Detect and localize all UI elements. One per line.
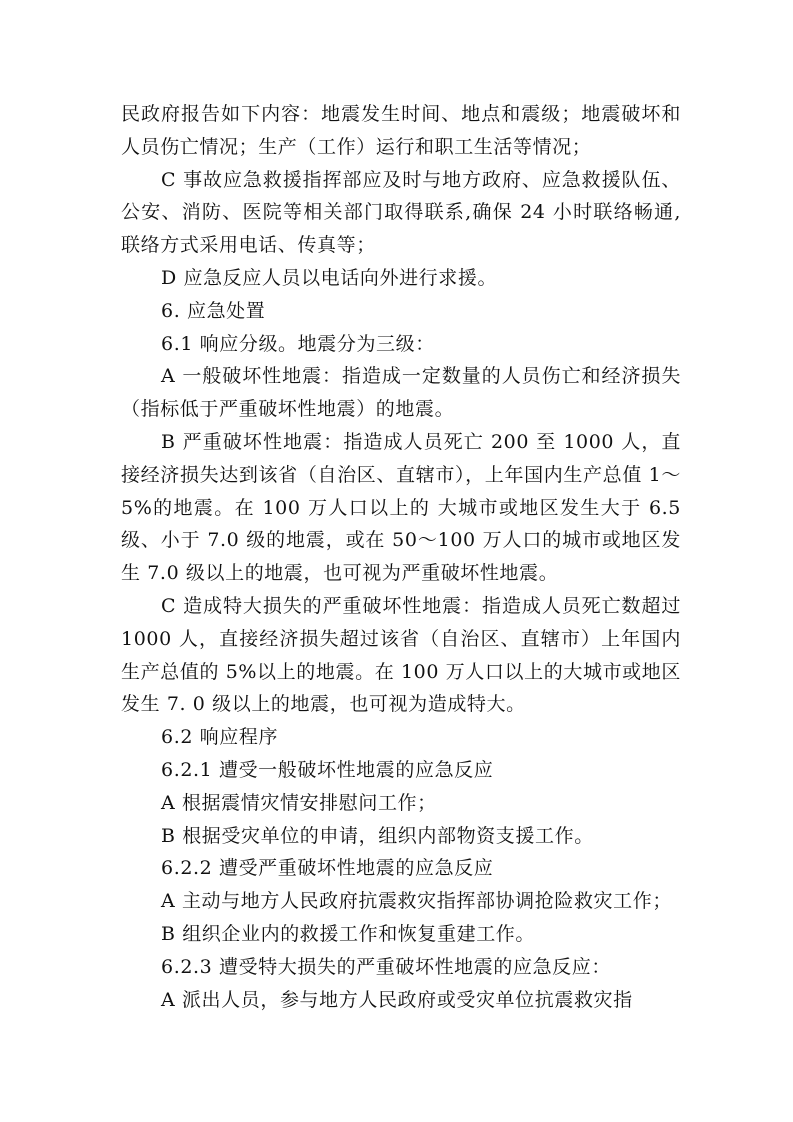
paragraph-6-2-1-b: B 根据受灾单位的申请，组织内部物资支援工作。 <box>161 824 594 847</box>
paragraph-phone-rescue: D 应急反应人员以电话向外进行求援。 <box>161 266 498 289</box>
paragraph-level-a: A 一般破坏性地震：指造成一定数量的人员伤亡和经济损失（指标低于严重破坏性地震）的地震。 <box>121 365 681 421</box>
paragraph-6-2-3-a: A 派出人员，参与地方人民政府或受灾单位抗震救灾指 <box>161 988 633 1011</box>
paragraph-level-b: B 严重破坏性地震：指造成人员死亡 200 至 1000 人，直接经济损失达到该省（自治区、直辖市），上年国内生产总值 1～5%的地震。在 100 万人口以上的 大城市或地区发生大于 6.5 级、小于 7.0 级的地震，或在 50～100 万人口的城市或地区发生 7.0 级以上的地震，也可视为严重破坏性地震。 <box>121 430 681 585</box>
paragraph-level-c: C 造成特大损失的严重破坏性地震：指造成人员死亡数超过 1000 人，直接经济损失超过该省（自治区、直辖市）上年国内生产总值的 5%以上的地震。在 100 万人口以上的大城市或地区发生 7. 0 级以上的地震，也可视为造成特大。 <box>121 594 681 716</box>
subsection-heading-6-2-2: 6.2.2 遭受严重破坏性地震的应急反应 <box>161 857 494 880</box>
section-heading-response-levels: 6.1 响应分级。地震分为三级： <box>161 332 435 355</box>
section-heading-response-procedure: 6.2 响应程序 <box>161 726 279 749</box>
section-heading-emergency-handling: 6. 应急处置 <box>161 299 266 322</box>
paragraph-6-2-2-b: B 组织企业内的救援工作和恢复重建工作。 <box>161 922 536 945</box>
paragraph-report-content: 民政府报告如下内容：地震发生时间、地点和震级；地震破坏和人员伤亡情况；生产（工作）运行和职工生活等情况； <box>121 103 681 158</box>
subsection-heading-6-2-1: 6.2.1 遭受一般破坏性地震的应急反应 <box>161 758 494 781</box>
subsection-heading-6-2-3: 6.2.3 遭受特大损失的严重破坏性地震的应急反应： <box>161 955 611 978</box>
document-body <box>121 98 681 1016</box>
paragraph-contact-departments: C 事故应急救援指挥部应及时与地方政府、应急救援队伍、公安、消防、医院等相关部门取得联系,确保 24 小时联络畅通,联络方式采用电话、传真等； <box>121 168 681 257</box>
paragraph-6-2-2-a: A 主动与地方人民政府抗震救灾指挥部协调抢险救灾工作； <box>161 890 672 913</box>
paragraph-6-2-1-a: A 根据震情灾情安排慰问工作； <box>161 791 437 814</box>
